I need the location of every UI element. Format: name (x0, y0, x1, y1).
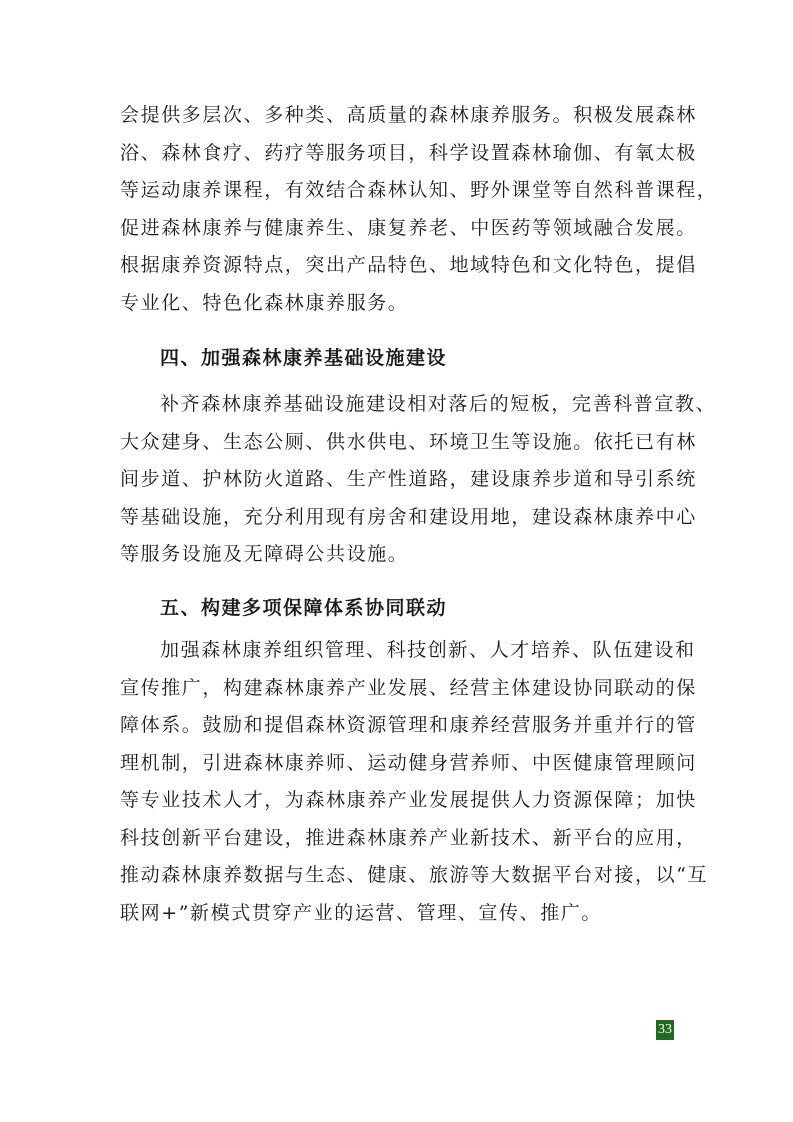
paragraph-line: 理机制，引进森林康养师、运动健身营养师、中医健康管理顾问 (120, 751, 697, 774)
paragraph-infrastructure (120, 386, 717, 574)
paragraph-line: 加强森林康养组织管理、科技创新、人才培养、队伍建设和 (160, 639, 696, 661)
paragraph-line: 联网+”新模式贯穿产业的运营、管理、宣传、推广。 (120, 901, 603, 924)
section-heading-infrastructure: 四、加强森林康养基础设施建设 (160, 347, 448, 369)
paragraph-line: 会提供多层次、多种类、高质量的森林康养服务。积极发展森林 (120, 104, 697, 126)
paragraph-line: 根据康养资源特点，突出产品特色、地域特色和文化特色，提倡 (120, 254, 697, 276)
section-heading-support-system: 五、构建多项保障体系协同联动 (160, 597, 448, 619)
paragraph-line: 专业化、特色化森林康养服务。 (120, 291, 409, 314)
paragraph-line: 大众建身、生态公厕、供水供电、环境卫生等设施。依托已有林 (120, 430, 697, 453)
paragraph-line: 间步道、护林防火道路、生产性道路，建设康养步道和导引系统 (120, 468, 697, 490)
paragraph-line: 等专业技术人才，为森林康养产业发展提供人力资源保障；加快 (120, 789, 697, 811)
paragraph-line: 科技创新平台建设，推进森林康养产业新技术、新平台的应用， (120, 826, 697, 849)
paragraph-line: 促进森林康养与健康养生、康复养老、中医药等领域融合发展。 (120, 216, 697, 239)
paragraph-line: 等基础设施，充分利用现有房舍和建设用地，建设森林康养中心 (120, 505, 697, 528)
page-number: 33 (656, 1020, 674, 1040)
paragraph-line: 宣传推广，构建森林康养产业发展、经营主体建设协同联动的保 (120, 676, 697, 699)
paragraph-support-system (120, 632, 709, 932)
paragraph-line: 浴、森林食疗、药疗等服务项目，科学设置森林瑜伽、有氧太极 (120, 141, 697, 164)
paragraph-line: 推动森林康养数据与生态、健康、旅游等大数据平台对接，以“互 (120, 864, 709, 886)
paragraph-line: 障体系。鼓励和提倡森林资源管理和康养经营服务并重并行的管 (120, 714, 697, 736)
paragraph-line: 补齐森林康养基础设施建设相对落后的短板，完善科普宣教、 (160, 393, 717, 415)
paragraph-forest-wellness-services (120, 97, 718, 322)
paragraph-line: 等运动康养课程，有效结合森林认知、野外课堂等自然科普课程， (120, 179, 718, 201)
paragraph-line: 等服务设施及无障碍公共设施。 (120, 543, 409, 565)
